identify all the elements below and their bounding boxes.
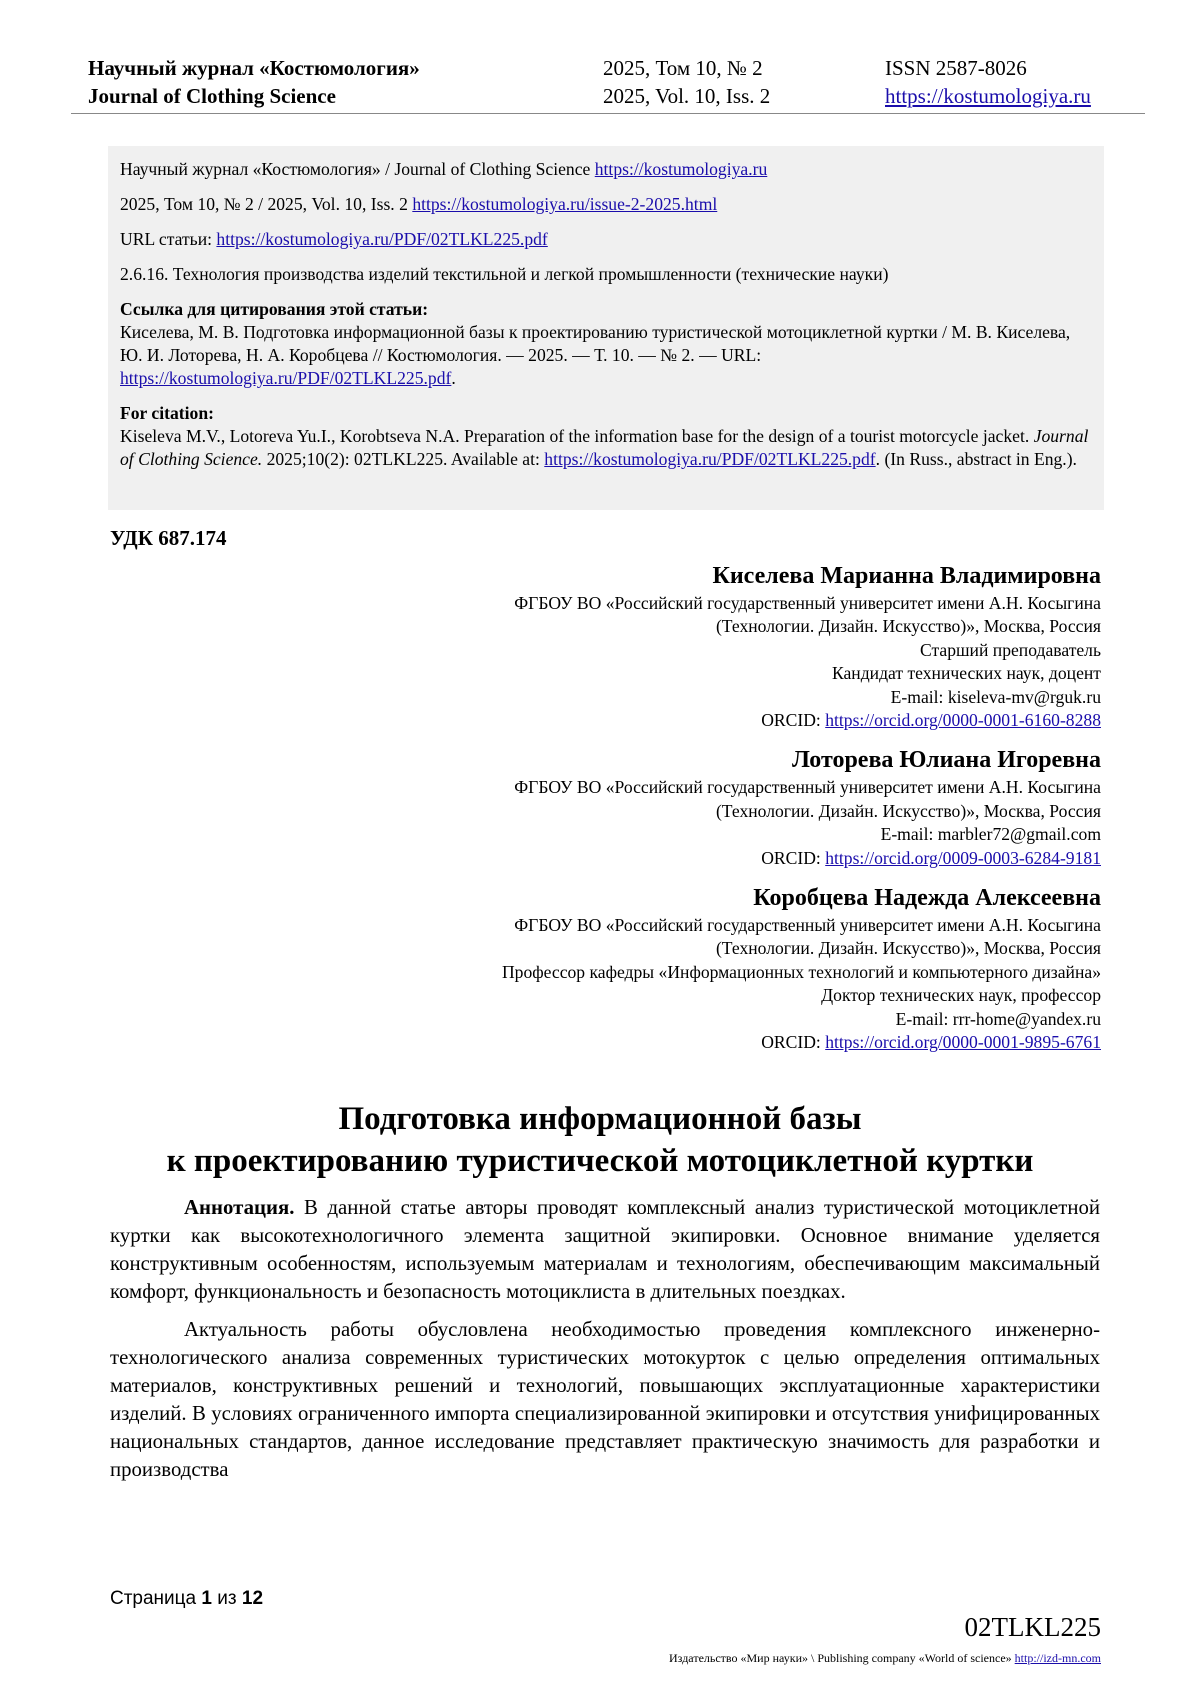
- author-email: E-mail: kiseleva-mv@rguk.ru: [890, 686, 1101, 707]
- of-word: из: [211, 1588, 242, 1609]
- page-total: 12: [241, 1588, 264, 1609]
- author-email: E-mail: marbler72@gmail.com: [880, 824, 1101, 845]
- author-name: Киселева Марианна Владимировна: [712, 563, 1101, 589]
- info-url-line: [120, 228, 1092, 251]
- author-orcid: [301, 709, 1101, 732]
- info-journal-text: Научный журнал «Костюмология» / Journal of Clothing Science: [120, 159, 595, 179]
- citation-ru: [120, 298, 1092, 390]
- author-email: E-mail: rrr-home@yandex.ru: [895, 1008, 1101, 1029]
- publisher-line: [669, 1651, 1101, 1666]
- info-journal-link[interactable]: https://kostumologiya.ru: [594, 159, 768, 179]
- orcid-label: ORCID:: [761, 847, 826, 868]
- author-position: Профессор кафедры «Информационных технологий и компьютерного дизайна»: [501, 961, 1101, 982]
- info-url-label: URL статьи:: [120, 229, 217, 249]
- orcid-link[interactable]: https://orcid.org/0009-0003-6284-9181: [825, 847, 1101, 868]
- info-journal-line: [120, 158, 1092, 181]
- author-3: [301, 882, 1101, 1054]
- orcid-link[interactable]: https://orcid.org/0000-0001-6160-8288: [825, 710, 1101, 731]
- citation-ru-link[interactable]: https://kostumologiya.ru/PDF/02TLKL225.pdf: [120, 368, 452, 388]
- page-counter: [110, 1588, 263, 1610]
- author-affiliation: ФГБОУ ВО «Российский государственный университет имени А.Н. Косыгина: [514, 915, 1101, 936]
- author-degree: Кандидат технических наук, доцент: [832, 663, 1101, 684]
- author-name: Коробцева Надежда Алексеевна: [753, 885, 1101, 912]
- publisher-text: Издательство «Мир науки» \ Publishing company «World of science»: [669, 1651, 1015, 1665]
- article-code: 02TLKL225: [964, 1612, 1101, 1642]
- issue-en: 2025, Vol. 10, Iss. 2: [603, 84, 771, 108]
- title-line-1: Подготовка информационной базы: [338, 1101, 862, 1137]
- article-info-box: [108, 146, 1104, 510]
- citation-ru-end: .: [451, 368, 456, 388]
- citation-en-journal: Journal of Clothing Science.: [120, 426, 1089, 469]
- author-2: [301, 744, 1101, 870]
- title-line-2: к проектированию туристической мотоциклетной куртки: [166, 1143, 1034, 1179]
- journal-name-en: Journal of Clothing Science: [88, 84, 336, 108]
- relevance-paragraph: Актуальность работы обусловлена необходимостью проведения комплексного инженерно-технологического анализа современных туристических мотокурток с целью определения оптимальных материалов, конструктивных решений и технологий, повышающих эксплуатационные характеристики изделий. В условиях ограниченного импорта специализированной экипировки и отсутствия унифицированных национальных стандартов, данное исследование представляет практическую значимость для разработки и производства: [110, 1318, 1100, 1481]
- orcid-link[interactable]: https://orcid.org/0000-0001-9895-6761: [825, 1032, 1101, 1053]
- author-affiliation-cont: (Технологии. Дизайн. Искусство)», Москва, Россия: [715, 938, 1101, 959]
- running-header: [88, 54, 1128, 114]
- citation-ru-text: Киселева, М. В. Подготовка информационной базы к проектированию туристической мотоциклетной куртки / М. В. Киселева, Ю. И. Лоторева, Н. А. Коробцева // Костюмология. — 2025. — Т. 10. — № 2. — URL:: [120, 322, 1071, 365]
- header-divider: [71, 113, 1145, 114]
- journal-site-link[interactable]: https://kostumologiya.ru: [885, 84, 1091, 108]
- author-position: Старший преподаватель: [919, 639, 1101, 660]
- citation-en-text: Kiseleva M.V., Lotoreva Yu.I., Korobtseva N.A. Preparation of the information base for the design of a tourist motorcycle jacket.: [120, 426, 1034, 446]
- citation-en-link[interactable]: https://kostumologiya.ru/PDF/02TLKL225.pdf: [544, 449, 876, 469]
- author-affiliation-cont: (Технологии. Дизайн. Искусство)», Москва, Россия: [715, 800, 1101, 821]
- author-degree: Доктор технических наук, профессор: [821, 985, 1101, 1006]
- authors-block: [301, 560, 1101, 1067]
- page-word: Страница: [110, 1588, 202, 1609]
- author-1: [301, 560, 1101, 732]
- orcid-label: ORCID:: [761, 710, 826, 731]
- citation-en-heading: For citation:: [120, 403, 214, 423]
- info-issue-line: [120, 193, 1092, 216]
- citation-en-text2: 2025;10(2): 02TLKL225. Available at:: [262, 449, 545, 469]
- author-name: Лоторева Юлиана Игоревна: [792, 747, 1101, 774]
- abstract-paragraph: [110, 1194, 1100, 1306]
- author-orcid: [301, 1031, 1101, 1054]
- citation-en: [120, 402, 1092, 471]
- info-issue-text: 2025, Том 10, № 2 / 2025, Vol. 10, Iss. 2: [120, 194, 413, 214]
- info-specialty: 2.6.16. Технология производства изделий текстильной и легкой промышленности (технические науки): [120, 264, 889, 284]
- citation-ru-heading: Ссылка для цитирования этой статьи:: [120, 299, 429, 319]
- author-affiliation: ФГБОУ ВО «Российский государственный университет имени А.Н. Косыгина: [514, 777, 1101, 798]
- issue-block: [603, 54, 770, 110]
- orcid-label: ORCID:: [761, 1032, 826, 1053]
- article-title: [60, 1098, 1140, 1182]
- info-issue-link[interactable]: https://kostumologiya.ru/issue-2-2025.html: [412, 194, 718, 214]
- info-article-link[interactable]: https://kostumologiya.ru/PDF/02TLKL225.pdf: [216, 229, 548, 249]
- abstract-label: Аннотация.: [184, 1196, 295, 1219]
- citation-en-end: . (In Russ., abstract in Eng.).: [875, 449, 1077, 469]
- author-affiliation-cont: (Технологии. Дизайн. Искусство)», Москва, Россия: [715, 616, 1101, 637]
- issn: ISSN 2587-8026: [885, 56, 1027, 80]
- journal-name-block: [88, 54, 420, 110]
- issn-block: [885, 54, 1091, 110]
- article-body: [110, 1194, 1100, 1494]
- publisher-link[interactable]: http://izd-mn.com: [1014, 1651, 1101, 1665]
- abstract-text: В данной статье авторы проводят комплексный анализ туристической мотоциклетной куртки как высокотехнологичного элемента защитной экипировки. Основное внимание уделяется конструктивным особенностям, используемым материалам и технологиям, обеспечивающим максимальный комфорт, функциональность и безопасность мотоциклиста в длительных поездках.: [110, 1196, 1100, 1303]
- journal-name-ru: Научный журнал «Костюмология»: [88, 56, 420, 80]
- udk-code: УДК 687.174: [110, 526, 227, 550]
- author-affiliation: ФГБОУ ВО «Российский государственный университет имени А.Н. Косыгина: [514, 593, 1101, 613]
- issue-ru: 2025, Том 10, № 2: [603, 56, 763, 80]
- author-orcid: [301, 847, 1101, 870]
- page-number: 1: [201, 1588, 212, 1609]
